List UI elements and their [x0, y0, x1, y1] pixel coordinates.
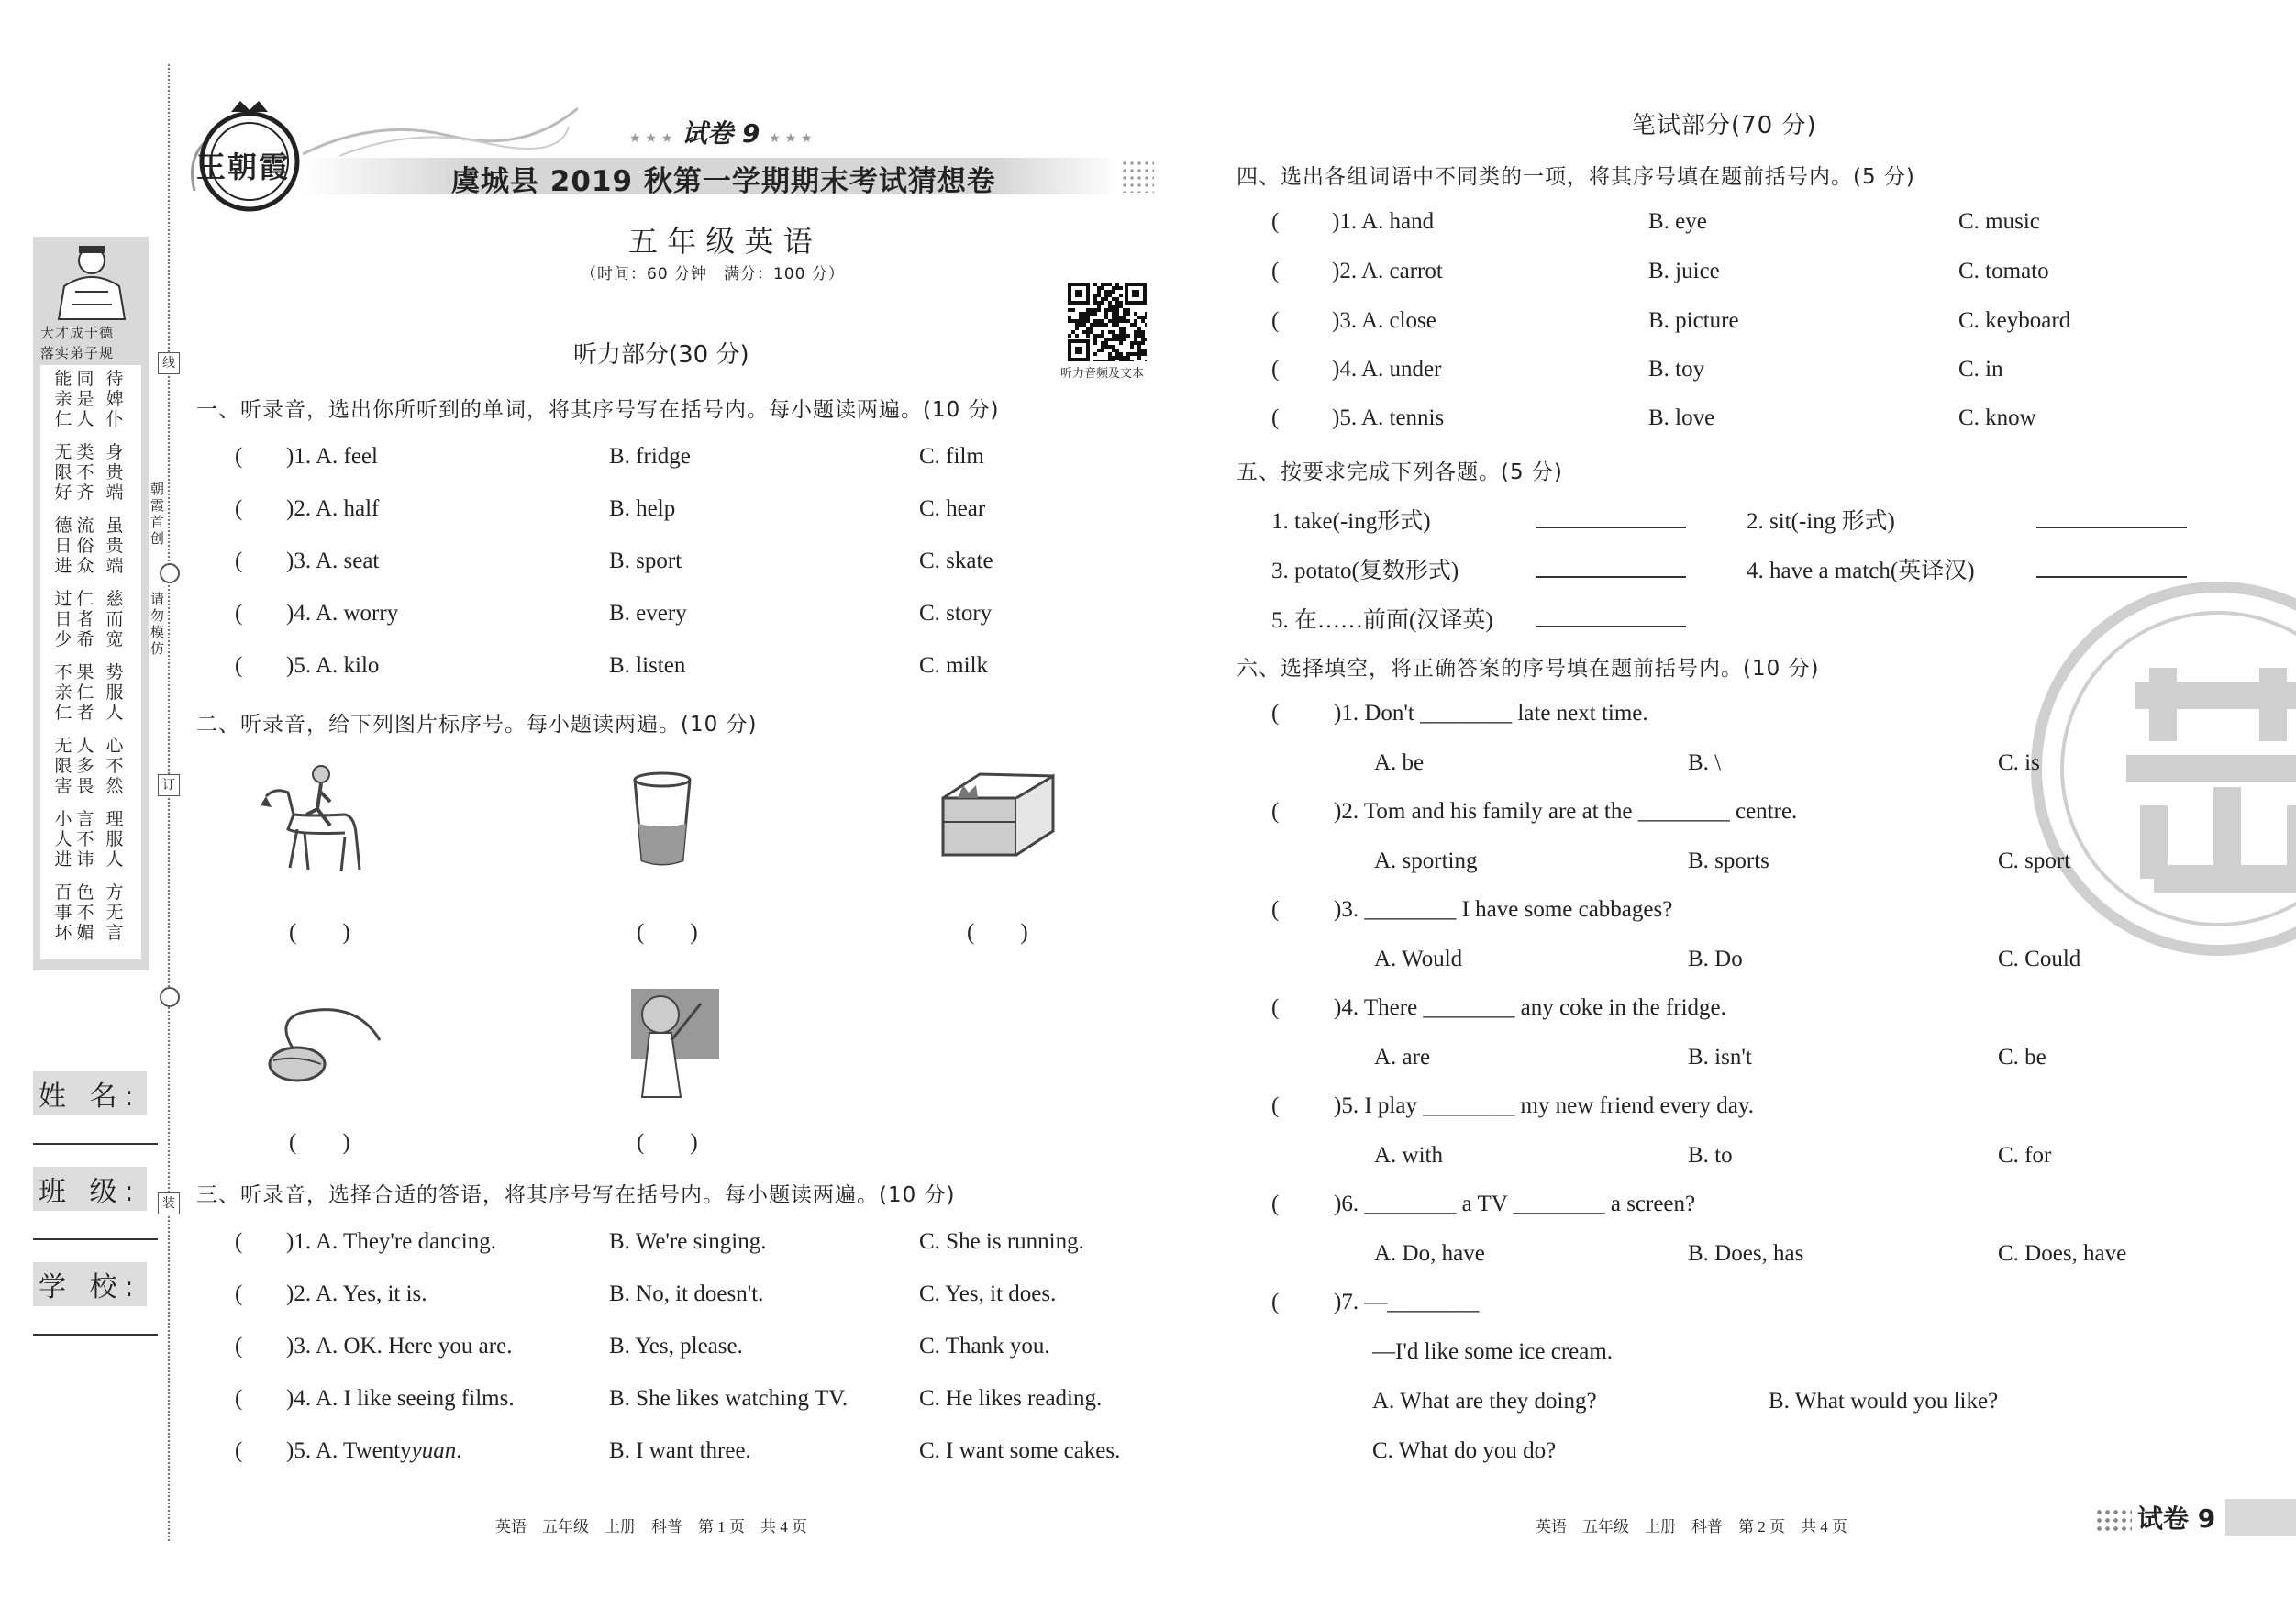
sec4-item-text: )4. A. under	[1332, 357, 1442, 382]
sec1-item-1-option-a	[286, 444, 378, 470]
name-input-line[interactable]	[33, 1143, 158, 1145]
sec6-item-6-stem: )6. ________ a TV ________ a screen?	[1334, 1192, 1696, 1216]
sec4-answer-paren[interactable]: (	[1271, 357, 1280, 382]
sec4-item-4-option-c: C. in	[1958, 357, 2003, 382]
sec4-answer-paren[interactable]: (	[1271, 405, 1280, 430]
sec6-q7-option-a[interactable]: A. What are they doing?	[1372, 1389, 1597, 1414]
sec1-answer-paren[interactable]: (	[235, 601, 243, 626]
sidebar-motto-column: 不亲仁	[54, 662, 72, 723]
sec5-item-3: 3. potato(复数形式)	[1271, 559, 1459, 583]
sec3-item-4-option-a	[286, 1386, 515, 1412]
footer-tag-bar	[2225, 1499, 2296, 1536]
sec4-answer-paren[interactable]: (	[1271, 259, 1280, 283]
sidebar-motto-column: 仁者希	[76, 589, 94, 649]
sec6-answer-paren[interactable]: (	[1271, 701, 1280, 726]
sec6-item-2-option-c[interactable]: C. sport	[1998, 848, 2071, 873]
sec5-item-4: 4. have a match(英译汉)	[1747, 559, 1975, 583]
sec6-item-5-option-a[interactable]: A. with	[1374, 1143, 1443, 1168]
sec4-item-text: )1. A. hand	[1332, 209, 1435, 234]
sidebar-motto-column: 待婢仆	[105, 369, 124, 429]
sidebar-motto-column: 势服人	[105, 662, 124, 723]
sidebar-motto-column: 人多畏	[76, 736, 94, 796]
sidebar-motto-column: 流俗众	[76, 516, 94, 576]
sec1-item-1-option-c: C. film	[919, 444, 984, 469]
sec1-item-4-option-b: B. every	[609, 601, 687, 626]
sec6-item-2-stem: )2. Tom and his family are at the ________ centre.	[1334, 799, 1798, 824]
sec1-item-4-option-a	[286, 601, 398, 627]
sec4-item-2-option-a	[1332, 259, 1443, 284]
sec5-item-1: 1. take(-ing形式)	[1271, 509, 1431, 534]
binding-hole-1	[160, 563, 180, 583]
sec4-item-3-option-b: B. picture	[1648, 308, 1739, 333]
sec4-answer-paren[interactable]: (	[1271, 209, 1280, 234]
sec1-item-2-option-a	[286, 496, 379, 522]
sec5-item-2: 2. sit(-ing 形式)	[1747, 509, 1895, 534]
sec6-item-6-option-b[interactable]: B. Does, has	[1688, 1241, 1804, 1266]
picture-answer-5[interactable]: ( )	[637, 1130, 698, 1155]
sec5-title: 五、按要求完成下列各题。(5 分)	[1237, 460, 1563, 484]
sec3-item-5-option-a	[286, 1438, 462, 1464]
picture-answer-1[interactable]: ( )	[289, 920, 350, 945]
class-input-line[interactable]	[33, 1238, 158, 1240]
sec1-item-2-option-c: C. hear	[919, 496, 986, 521]
sec1-item-5-option-c: C. milk	[919, 653, 989, 678]
sec6-q7-option-c[interactable]: C. What do you do?	[1372, 1438, 1557, 1463]
sidebar-motto-column: 虽贵端	[105, 516, 124, 576]
sec1-title: 一、听录音，选出你所听到的单词，将其序号写在括号内。每小题读两遍。(10 分)	[196, 398, 1000, 422]
school-label: 学 校:	[33, 1262, 147, 1306]
sec5-answer-5[interactable]	[1536, 626, 1686, 627]
sec3-item-text: )1. A. They're dancing.	[286, 1229, 496, 1254]
sidebar-motto-column: 慈而宽	[105, 589, 124, 649]
binding-marker-ding: 订	[158, 774, 180, 796]
picture-answer-3[interactable]: ( )	[967, 920, 1028, 945]
sec3-answer-paren[interactable]: (	[235, 1438, 243, 1463]
picture-teacher	[629, 987, 721, 1103]
picture-answer-2[interactable]: ( )	[637, 920, 698, 945]
sidebar-motto-column: 理服人	[105, 809, 124, 870]
sidebar-motto-column: 心不然	[105, 736, 124, 796]
sec3-item-text: )3. A. OK. Here you are.	[286, 1334, 513, 1359]
sec6-answer-paren[interactable]: (	[1271, 1192, 1280, 1216]
footer-tag-dots	[2095, 1508, 2132, 1534]
sec5-answer-4[interactable]	[2036, 576, 2187, 578]
class-label: 班 级:	[33, 1167, 147, 1211]
sec6-item-6-option-a[interactable]: A. Do, have	[1374, 1241, 1485, 1266]
sidebar-motto-column: 德日进	[54, 516, 72, 576]
sec4-item-1-option-a	[1332, 209, 1434, 235]
picture-horse-rider	[257, 760, 376, 879]
sec4-answer-paren[interactable]: (	[1271, 308, 1280, 333]
sec6-item-5-option-c[interactable]: C. for	[1998, 1143, 2052, 1168]
sec4-item-3-option-a	[1332, 308, 1436, 334]
sec1-item-text: )4. A. worry	[286, 601, 399, 626]
sec1-item-3-option-b: B. sport	[609, 549, 682, 573]
sec3-answer-paren[interactable]: (	[235, 1334, 243, 1359]
footer-right: 英语 五年级 上册 科普 第 2 页 共 4 页	[1536, 1518, 1847, 1536]
sec6-item-4-option-c[interactable]: C. be	[1998, 1045, 2046, 1070]
sec3-item-5-option-c: C. I want some cakes.	[919, 1438, 1121, 1463]
sec1-item-5-option-a	[286, 653, 379, 679]
picture-mouse	[264, 1004, 383, 1086]
series-text: 试卷 9	[682, 118, 760, 149]
sec6-item-3-option-b[interactable]: B. Do	[1688, 947, 1743, 971]
sec6-item-1-option-a[interactable]: A. be	[1374, 750, 1425, 775]
sec6-answer-paren[interactable]: (	[1271, 1093, 1280, 1118]
sec6-item-3-option-a[interactable]: A. Would	[1374, 947, 1463, 971]
sidebar-motto-column: 方无言	[105, 882, 124, 943]
sec4-item-4-option-a	[1332, 357, 1441, 383]
sec1-answer-paren[interactable]: (	[235, 549, 243, 573]
sec5-item-5: 5. 在……前面(汉译英)	[1271, 608, 1493, 633]
binding-marker-xian: 线	[158, 352, 180, 374]
sidebar-motto-column: 小人进	[54, 809, 72, 870]
sec3-item-1-option-a	[286, 1229, 496, 1255]
sec6-answer-paren[interactable]: (	[1271, 897, 1280, 922]
sec3-item-2-option-c: C. Yes, it does.	[919, 1281, 1057, 1306]
sec3-item-2-option-a	[286, 1281, 427, 1307]
sec5-answer-3[interactable]	[1536, 576, 1686, 578]
sec6-q7-stem: )7. —________	[1334, 1290, 1480, 1314]
name-label: 姓 名:	[33, 1071, 147, 1115]
sec6-item-1-option-b[interactable]: B. \	[1688, 750, 1722, 775]
sec6-item-5-stem: )5. I play ________ my new friend every day.	[1334, 1093, 1754, 1118]
binding-marker-zhuang: 装	[158, 1192, 180, 1214]
picture-cat-in-box	[939, 767, 1059, 859]
picture-answer-4[interactable]: ( )	[289, 1130, 350, 1155]
exam-meta: （时间：60 分钟 满分：100 分）	[581, 265, 845, 283]
sec6-q7-option-b[interactable]: B. What would you like?	[1769, 1389, 1999, 1414]
sec1-answer-paren[interactable]: (	[235, 444, 243, 469]
banner-dots	[1121, 160, 1154, 193]
sec3-item-5-option-b: B. I want three.	[609, 1438, 751, 1463]
sec1-answer-paren[interactable]: (	[235, 653, 243, 678]
sec6-item-2-option-a[interactable]: A. sporting	[1374, 848, 1478, 873]
sec3-answer-paren[interactable]: (	[235, 1229, 243, 1254]
sec2-title: 二、听录音，给下列图片标序号。每小题读两遍。(10 分)	[196, 713, 758, 737]
sec3-item-4-option-b: B. She likes watching TV.	[609, 1386, 849, 1411]
sidebar-motto-column: 无限害	[54, 736, 72, 796]
sec3-item-3-option-b: B. Yes, please.	[609, 1334, 743, 1359]
sidebar-motto-top-2: 落实弟子规	[40, 345, 115, 361]
sec1-item-3-option-a	[286, 549, 379, 574]
sec4-item-1-option-b: B. eye	[1648, 209, 1707, 234]
sec4-item-3-option-c: C. keyboard	[1958, 308, 2071, 333]
sec6-answer-paren[interactable]: (	[1271, 995, 1280, 1020]
listening-title: 听力部分(30 分)	[573, 341, 749, 369]
sec6-item-3-stem: )3. ________ I have some cabbages?	[1334, 897, 1673, 922]
series-label	[629, 114, 813, 150]
sidebar-motto-column: 色不媚	[76, 882, 94, 943]
sidebar-motto-column: 无限好	[54, 442, 72, 503]
sec4-item-text: )5. A. tennis	[1332, 405, 1445, 430]
sec1-answer-paren[interactable]: (	[235, 496, 243, 521]
sec4-item-4-option-b: B. toy	[1648, 357, 1705, 382]
school-input-line[interactable]	[33, 1334, 158, 1336]
sec6-item-5-option-b[interactable]: B. to	[1688, 1143, 1733, 1168]
scholar-illustration	[48, 240, 136, 323]
sidebar-motto-column: 类不齐	[76, 442, 94, 503]
sidebar-motto-column: 言不讳	[76, 809, 94, 870]
series-stars-right: ★ ★ ★	[769, 131, 813, 146]
sec3-item-2-option-b: B. No, it doesn't.	[609, 1281, 764, 1306]
sec4-item-5-option-b: B. love	[1648, 405, 1715, 430]
sec3-answer-paren[interactable]: (	[235, 1281, 243, 1306]
sec3-item-text: )5. A. Twenty	[286, 1438, 412, 1463]
sec6-item-6-option-c[interactable]: C. Does, have	[1998, 1241, 2127, 1266]
sec3-item-1-option-b: B. We're singing.	[609, 1229, 767, 1254]
sec1-item-3-option-c: C. skate	[919, 549, 993, 573]
sec1-item-1-option-b: B. fridge	[609, 444, 691, 469]
footer-tag: 试卷 9	[2137, 1503, 2216, 1534]
sec1-item-text: )3. A. seat	[286, 549, 380, 573]
written-title: 笔试部分(70 分)	[1632, 112, 1817, 139]
sec6-item-1-stem: )1. Don't ________ late next time.	[1334, 701, 1648, 726]
sec6-item-2-option-b[interactable]: B. sports	[1688, 848, 1769, 873]
sidebar-motto-column: 能亲仁	[54, 369, 72, 429]
sec6-item-4-option-b[interactable]: B. isn't	[1688, 1045, 1752, 1070]
series-stars-left: ★ ★ ★	[629, 131, 673, 146]
sec1-item-4-option-c: C. story	[919, 601, 993, 626]
vertical-note-1: 朝霞首创	[150, 481, 165, 547]
sec4-item-5-option-c: C. know	[1958, 405, 2036, 430]
sec1-item-text: )1. A. feel	[286, 444, 378, 469]
sec1-item-5-option-b: B. listen	[609, 653, 686, 678]
brand-name: 王朝霞	[196, 150, 291, 184]
sec6-answer-paren[interactable]: (	[1271, 799, 1280, 824]
sec1-item-2-option-b: B. help	[609, 496, 676, 521]
sec3-item-end: .	[456, 1438, 462, 1463]
qr-caption: 听力音频及文本	[1060, 367, 1145, 381]
sec5-answer-2[interactable]	[2036, 527, 2187, 528]
sec5-answer-1[interactable]	[1536, 527, 1686, 528]
sec6-item-3-option-c[interactable]: C. Could	[1998, 947, 2081, 971]
binding-dotted-line	[168, 64, 170, 1541]
sec6-q7-paren[interactable]: (	[1271, 1290, 1280, 1314]
sidebar-motto-column: 同是人	[76, 369, 94, 429]
sidebar-motto-top-1: 大才成于德	[40, 325, 115, 341]
sec6-title: 六、选择填空，将正确答案的序号填在题前括号内。(10 分)	[1237, 657, 1820, 681]
sec4-item-text: )2. A. carrot	[1332, 259, 1443, 283]
sec4-title: 四、选出各组词语中不同类的一项，将其序号填在题前括号内。(5 分)	[1237, 165, 1915, 189]
vertical-note-2: 请勿模仿	[150, 591, 165, 657]
secret-stamp	[2025, 576, 2296, 961]
sec3-item-4-option-c: C. He likes reading.	[919, 1386, 1103, 1411]
sidebar-motto-column: 过日少	[54, 589, 72, 649]
sec3-item-text: )2. A. Yes, it is.	[286, 1281, 427, 1306]
sec6-item-4-option-a[interactable]: A. are	[1374, 1045, 1431, 1070]
footer-left: 英语 五年级 上册 科普 第 1 页 共 4 页	[495, 1518, 807, 1536]
qr-code[interactable]	[1068, 283, 1147, 361]
sec3-item-italic: yuan	[411, 1438, 457, 1463]
banner-ribbon	[303, 99, 578, 163]
sec6-item-1-option-c[interactable]: C. is	[1998, 750, 2040, 775]
sec3-item-text: )4. A. I like seeing films.	[286, 1386, 515, 1411]
sidebar-motto-column: 果仁者	[76, 662, 94, 723]
sidebar-motto-column: 百事坏	[54, 882, 72, 943]
sec4-item-5-option-a	[1332, 405, 1444, 431]
sec4-item-2-option-b: B. juice	[1648, 259, 1720, 283]
binding-hole-2	[160, 987, 180, 1007]
sec1-item-text: )2. A. half	[286, 496, 380, 521]
sec3-item-1-option-c: C. She is running.	[919, 1229, 1084, 1254]
sec3-item-3-option-c: C. Thank you.	[919, 1334, 1050, 1359]
sec4-item-1-option-c: C. music	[1958, 209, 2040, 234]
exam-title: 虞城县 2019 秋第一学期期末考试猜想卷	[451, 165, 996, 198]
picture-glass	[629, 771, 695, 870]
sec3-answer-paren[interactable]: (	[235, 1386, 243, 1411]
sec6-item-4-stem: )4. There ________ any coke in the fridge.	[1334, 995, 1726, 1020]
sec4-item-text: )3. A. close	[1332, 308, 1436, 333]
sec1-item-text: )5. A. kilo	[286, 653, 380, 678]
subject-title: 五 年 级 英 语	[628, 224, 813, 259]
sec3-title: 三、听录音，选择合适的答语，将其序号写在括号内。每小题读两遍。(10 分)	[196, 1183, 956, 1207]
sidebar-motto-column: 身贵端	[105, 442, 124, 503]
sec6-q7-reply: —I'd like some ice cream.	[1372, 1339, 1614, 1364]
sec3-item-3-option-a	[286, 1334, 512, 1359]
sec4-item-2-option-c: C. tomato	[1958, 259, 2049, 283]
